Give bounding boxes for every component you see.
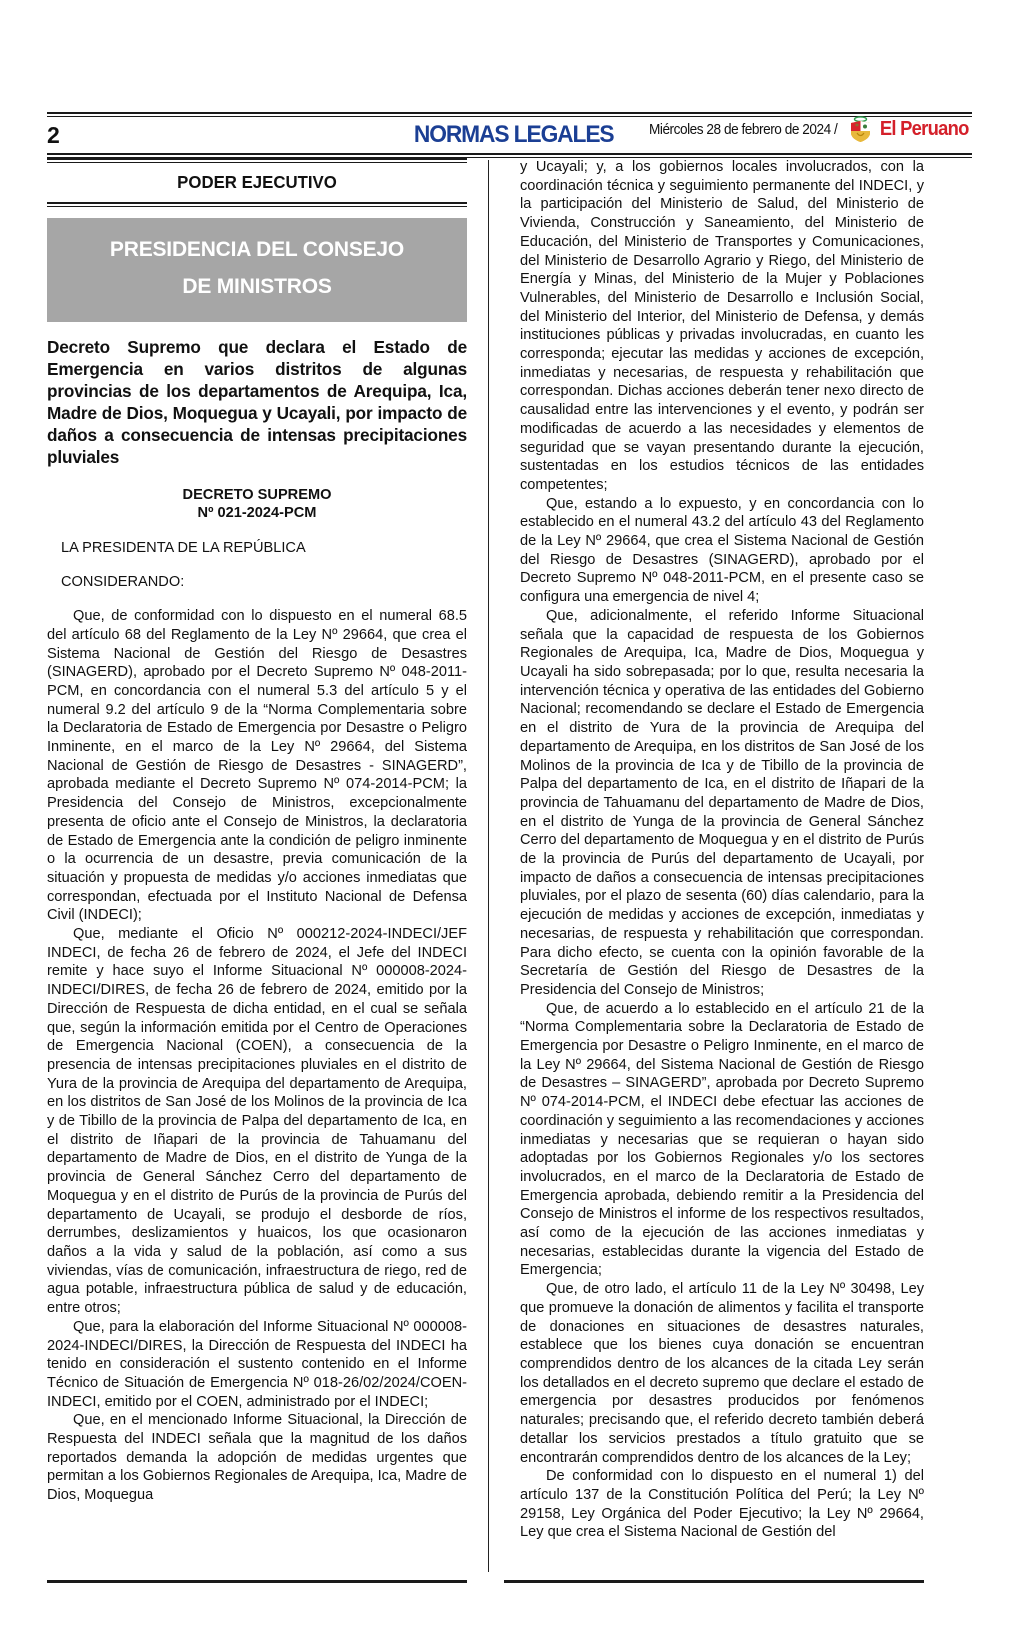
column-divider: [488, 160, 489, 1572]
right-column-bottom-rule: [504, 1580, 924, 1583]
paragraph: De conformidad con lo dispuesto en el numeral 1) del artículo 137 de la Constitución Política del Perú; la Ley Nº 29158, Ley Orgánica del Poder Ejecutivo; la Ley Nº 29664, Ley que crea el Sistema Nacional de Gestión del: [520, 1468, 924, 1541]
paragraph: Que, para la elaboración del Informe Situacional Nº 000008-2024-INDECI/DIRES, la Dirección de Respuesta del INDECI ha tenido en consideración el sustento contenido en el Informe Técnico de Situación de Emergencia Nº 018-26/02/2024/COEN-INDECI, emitido por el COEN, administrado por el INDECI;: [47, 1318, 467, 1410]
publication-date: Miércoles 28 de febrero de 2024 /: [649, 121, 838, 138]
right-column-body: [504, 158, 924, 1542]
paragraph: Que, estando a lo expuesto, y en concordancia con lo establecido en el numeral 43.2 del artículo 43 del Reglamento de la Ley Nº 29664, que crea el Sistema Nacional de Gestión del Riesgo de Desastres (SINAGERD), aprobado por el Decreto Supremo Nº 048-2011-PCM, en el presente caso se configura una emergencia de nivel 4;: [520, 495, 924, 606]
org-banner-line-1: PRESIDENCIA DEL CONSEJO: [109, 238, 405, 261]
section-head-bottom-rule: [47, 202, 467, 207]
page-folio-number: 2: [47, 121, 60, 148]
publication-title: NORMAS LEGALES: [413, 121, 614, 148]
left-column: [47, 158, 467, 1583]
paragraph: Que, en el mencionado Informe Situacional, la Dirección de Respuesta del INDECI señala que la magnitud de los daños reportados demanda la adopción de medidas urgentes que permitan a los Gobiernos Regionales de Arequipa, Ica, Madre de Dios, Moquegua: [47, 1412, 467, 1504]
content-columns: [47, 158, 972, 1583]
section-heading-poder-ejecutivo: PODER EJECUTIVO: [177, 172, 337, 192]
left-column-body: [47, 607, 467, 1505]
paragraph: Que, mediante el Oficio Nº 000212-2024-INDECI/JEF INDECI, de fecha 26 de febrero de 2024, el Jefe del INDECI remite y hace suyo el Informe Situacional Nº 000008-2024-INDECI/DIRES, de fecha 26 de febrero de 2024, emitido por la Dirección de Respuesta de dicha entidad, en el cual se señala que, según la información emitida por el Centro de Operaciones de Emergencia Nacional (COEN), a consecuencia de la presencia de intensas precipitaciones pluviales en el distrito de Yura de la provincia de Arequipa del departamento de Arequipa, en los distritos de San José de los Molinos de la provincia de Ica y de Tibillo de la provincia de Palpa del departamento de Ica, en el distrito de Iñapari de la provincia de Tahuamanu del departamento de Madre de Dios, en el distrito de Yunga de la provincia de General Sánchez Cerro del departamento de Moquegua y en el distrito de Purús de la provincia de Purús del departamento de Ucayali, se produjo el desborde de ríos, derrumbes, deslizamientos y huaicos, los que ocasionaron daños a la vida y salud de la población, así como a sus viviendas, vías de comunicación, infraestructura de riego, red de agua potable, infraestructura pública de salud y de educación, entre otros;: [47, 926, 467, 1317]
masthead-right-group: [643, 116, 972, 143]
organization-banner: [47, 218, 467, 322]
left-column-bottom-rule: [47, 1580, 467, 1583]
signatory-line: LA PRESIDENTA DE LA REPÚBLICA: [61, 540, 306, 557]
decree-identifier: [47, 486, 467, 522]
document-title: Decreto Supremo que declara el Estado de Emergencia en varios distritos de algunas provincias de los departamentos de Arequipa, Ica, Madre de Dios, Moquegua y Ucayali, por impacto de daños a consecuencia de intensas precipitaciones pluviales: [47, 336, 467, 468]
paragraph: Que, de acuerdo a lo establecido en el artículo 21 de la “Norma Complementaria sobre la Declaratoria de Estado de Emergencia por Desastre o Peligro Inminente, en el marco de la Ley Nº 29664, del Sistema Nacional de Gestión de Riesgo de Desastres – SINAGERD”, aprobada por Decreto Supremo Nº 074-2014-PCM, el INDECI debe efectuar las acciones de coordinación y seguimiento a las recomendaciones y acciones inmediatas y necesarias que se requieran o hayan sido adoptadas por los Gobiernos Regionales y/o los sectores involucrados, en el marco de la Declaratoria de Estado de Emergencia aprobada, debiendo remitir a la Presidencia del Consejo de Ministros el informe de los respectivos resultados, así como de la ejecución de las acciones inmediatas y necesarias, establecidas durante la vigencia del Estado de Emergencia;: [520, 1000, 924, 1279]
considering-heading: CONSIDERANDO:: [61, 574, 185, 591]
masthead: [47, 112, 972, 158]
org-banner-line-2: DE MINISTROS: [182, 274, 332, 298]
paragraph: y Ucayali; y, a los gobiernos locales involucrados, con la coordinación técnica y seguimiento permanente del INDECI, y la participación del Ministerio de Salud, del Ministerio de Vivienda, Construcción y Saneamiento, del Ministerio de Educación, del Ministerio de Transportes y Comunicaciones, del Ministerio de Desarrollo Agrario y Riego, del Ministerio de Energía y Minas, del Ministerio de la Mujer y Poblaciones Vulnerables, del Ministerio de Desarrollo e Inclusión Social, del Ministerio del Interior, del Ministerio de Defensa, y demás instituciones públicas y privadas involucradas, en cuanto les corresponda; ejecutar las medidas y acciones de excepción, inmediatas y necesarias, de respuesta y rehabilitación que correspondan. Dichas acciones deberán tener nexo directo de causalidad entre las intervenciones y el evento, y podrán ser modificadas de acuerdo a las necesidades y elementos de seguridad que se vayan presentando durante la ejecución, sustentadas en los estudios técnicos de las entidades competentes;: [520, 159, 924, 493]
paragraph: Que, adicionalmente, el referido Informe Situacional señala que la capacidad de respuesta de los Gobiernos Regionales de Arequipa, Ica, Madre de Dios, Moquegua y Ucayali ha sido sobrepasada; por lo que, resulta necesaria la intervención técnica y operativa de las entidades del Gobierno Nacional; recomendando se declare el Estado de Emergencia en el distrito de Yura de la provincia de Arequipa del departamento de Arequipa, en los distritos de San José de los Molinos de la provincia de Ica y de Tibillo de la provincia de Palpa del departamento de Ica, en el distrito de Iñapari de la provincia de Tahuamanu del departamento de Madre de Dios, en el distrito de Yunga de la provincia de General Sánchez Cerro del departamento de Moquegua y en el distrito de Purús de la provincia de Purús del departamento de Ucayali, por impacto de daños a consecuencia de intensas precipitaciones pluviales, por el plazo de sesenta (60) días calendario, para la ejecución de medidas y acciones de excepción, inmediatas y necesarias, de respuesta y rehabilitación que correspondan. Para dicho efecto, se cuenta con la opinión favorable de la Secretaría de Gestión del Riesgo de Desastres de la Presidencia del Consejo de Ministros;: [520, 607, 925, 998]
peru-coat-of-arms-icon: [848, 116, 873, 143]
right-column: [504, 158, 924, 1583]
decree-label: DECRETO SUPREMO: [182, 486, 332, 503]
decree-number: Nº 021-2024-PCM: [197, 504, 317, 521]
paragraph: Que, de conformidad con lo dispuesto en el numeral 68.5 del artículo 68 del Reglamento de la Ley Nº 29664, que crea el Sistema Nacional de Gestión del Riesgo de Desastres (SINAGERD), aprobado por el Decreto Supremo Nº 048-2011-PCM, en concordancia con el numeral 5.3 del artículo 5 y el numeral 9.2 del artículo 9 de la “Norma Complementaria sobre la Declaratoria de Estado de Emergencia por Desastre o Peligro Inminente, en el marco de la Ley Nº 29664, del Sistema Nacional de Gestión de Riesgo de Desastres - SINAGERD”, aprobada mediante el Decreto Supremo Nº 074-2014-PCM; la Presidencia del Consejo de Ministros, excepcionalmente presenta de oficio ante el Consejo de Ministros, la declaratoria de Estado de Emergencia ante la condición de peligro inminente o la ocurrencia de un desastre, previa comunicación de la situación y propuesta de medidas y/o acciones inmediatas que correspondan, efectuada por el Instituto Nacional de Defensa Civil (INDECI);: [47, 608, 467, 924]
masthead-row: [47, 117, 972, 152]
paragraph: Que, de otro lado, el artículo 11 de la Ley Nº 30498, Ley que promueve la donación de alimentos y facilita el transporte de donaciones en situaciones de desastres naturales, establece que los bienes cuya donación se encuentran comprendidos dentro de los alcances de la citada Ley serán los detallados en el decreto supremo que declare el estado de emergencia por desastres producidos por fenómenos naturales; precisando que, el referido decreto también deberá detallar los servicios prestados a título gratuito que se encontrarán comprendidos dentro de los alcances de la Ley;: [520, 1281, 924, 1466]
el-peruano-logo: [848, 116, 972, 143]
el-peruano-wordmark: El Peruano: [879, 118, 969, 140]
